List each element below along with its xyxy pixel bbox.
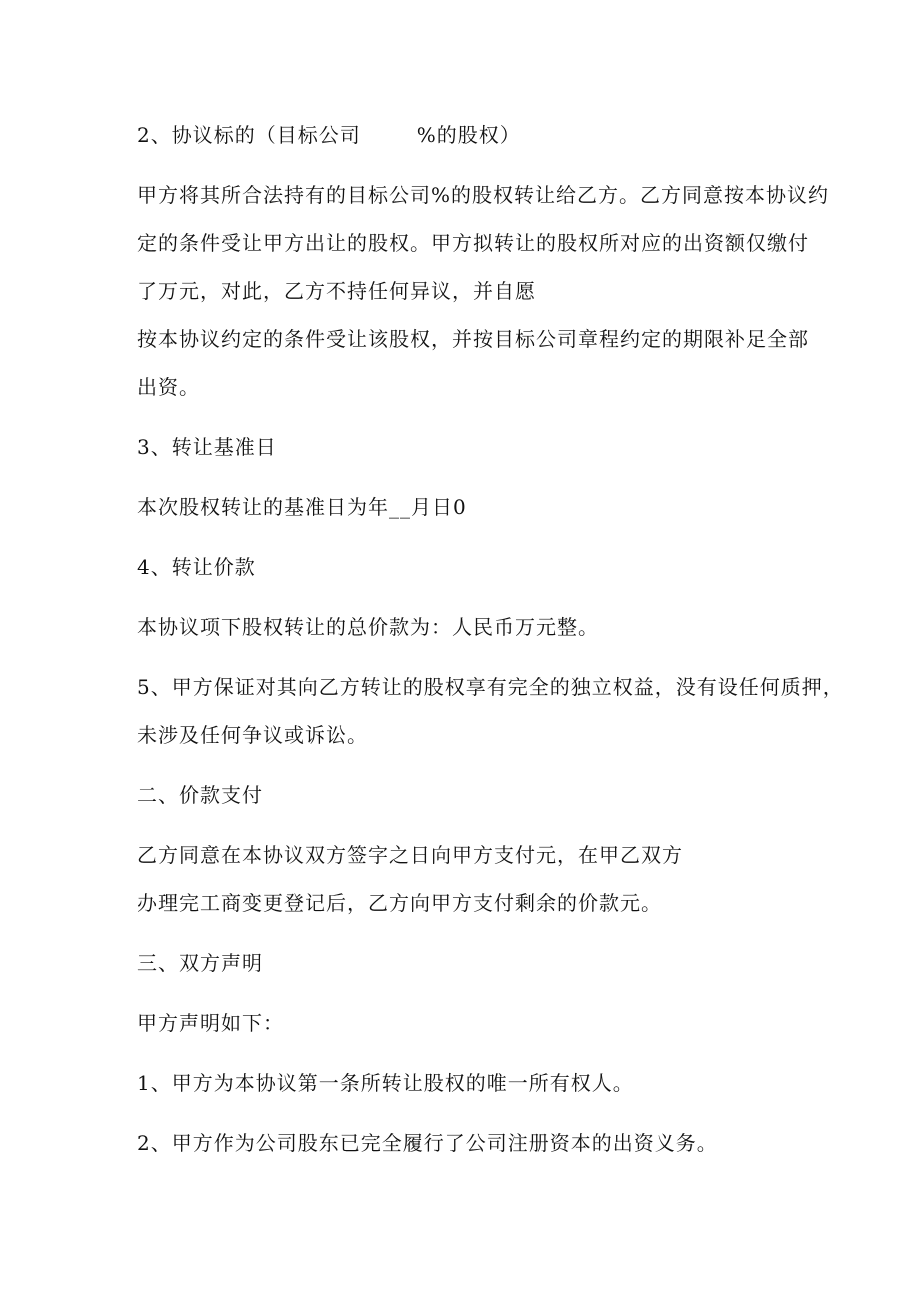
paragraph-line: 出资。 bbox=[137, 375, 200, 399]
paragraph-line: 甲方将其所合法持有的目标公司%的股权转让给乙方。乙方同意按本协议约 bbox=[137, 183, 830, 207]
paragraph-line: 本次股权转让的基准日为年__月日0 bbox=[137, 495, 467, 519]
paragraph-line: 未涉及任何争议或诉讼。 bbox=[137, 723, 368, 747]
paragraph-line: 定的条件受让甲方出让的股权。甲方拟转让的股权所对应的出资额仅缴付 bbox=[137, 231, 809, 255]
declaration-item-1: 1、甲方为本协议第一条所转让股权的唯一所有权人。 bbox=[137, 1071, 634, 1095]
paragraph-line: 本协议项下股权转让的总价款为：人民币万元整。 bbox=[137, 615, 599, 639]
section-3-heading: 三、双方声明 bbox=[137, 951, 263, 975]
declaration-item-2: 2、甲方作为公司股东已完全履行了公司注册资本的出资义务。 bbox=[137, 1131, 718, 1155]
paragraph-line: 乙方同意在本协议双方签字之日向甲方支付元，在甲乙双方 bbox=[137, 843, 683, 867]
clause-2-heading-part1: 2、协议标的（目标公司 bbox=[137, 123, 361, 147]
paragraph-line: 办理完工商变更登记后，乙方向甲方支付剩余的价款元。 bbox=[137, 891, 662, 915]
clause-5-line: 5、甲方保证对其向乙方转让的股权享有完全的独立权益，没有设任何质押， bbox=[137, 675, 844, 699]
paragraph-line: 甲方声明如下： bbox=[137, 1011, 284, 1035]
clause-2-heading-part2: %的股权） bbox=[416, 123, 521, 147]
clause-4-heading: 4、转让价款 bbox=[137, 555, 256, 579]
clause-2-heading bbox=[137, 123, 521, 147]
paragraph-line: 按本协议约定的条件受让该股权，并按目标公司章程约定的期限补足全部 bbox=[137, 327, 809, 351]
section-2-heading: 二、价款支付 bbox=[137, 783, 263, 807]
paragraph-line: 了万元，对此，乙方不持任何异议，并自愿 bbox=[137, 279, 536, 303]
clause-3-heading: 3、转让基准日 bbox=[137, 435, 277, 459]
